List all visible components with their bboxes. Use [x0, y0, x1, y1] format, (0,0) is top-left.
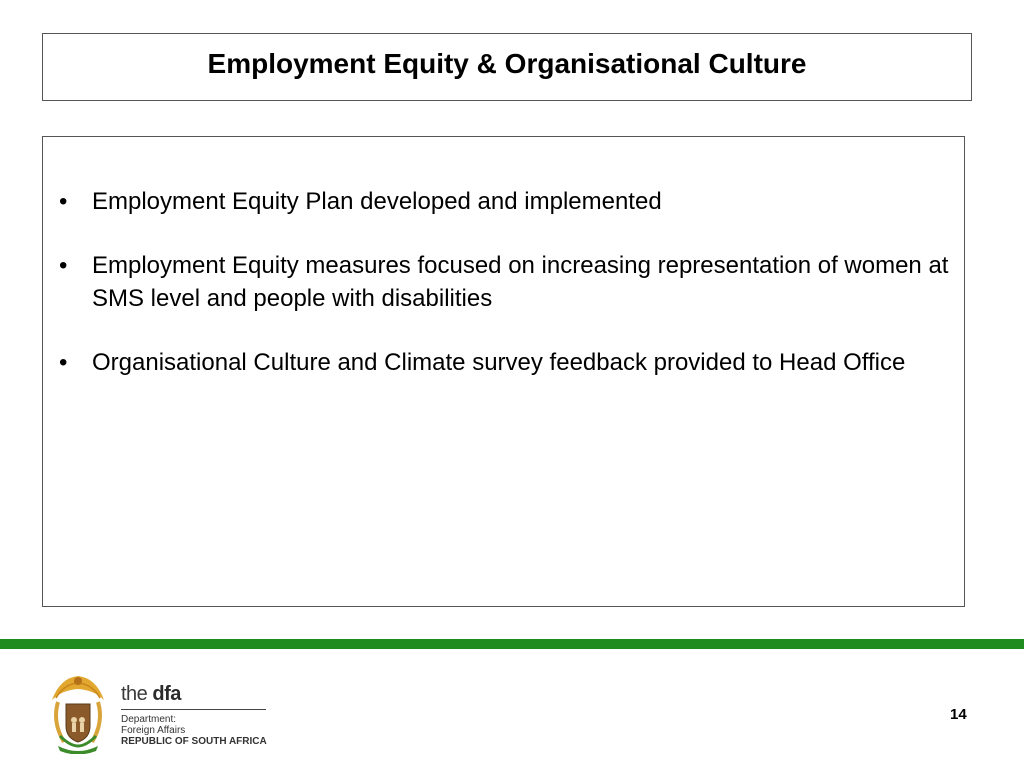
- logo-prefix: the: [121, 683, 148, 705]
- bullet-list: [55, 185, 955, 410]
- footer-accent-bar: [0, 639, 1024, 649]
- page-number: 14: [950, 706, 967, 723]
- bullet-text: Employment Equity Plan developed and implemented: [92, 188, 662, 215]
- bullet-item: [55, 185, 955, 218]
- department-line-2: Foreign Affairs: [121, 725, 186, 736]
- bullet-item: [55, 346, 955, 379]
- logo-name: dfa: [152, 683, 181, 705]
- bullet-symbol: •: [59, 349, 68, 376]
- content-box: [42, 136, 965, 607]
- bullet-item: [55, 249, 955, 315]
- bullet-text: Employment Equity measures focused on increasing representation of women at SMS level and people with disabilities: [92, 252, 949, 312]
- title-box: [42, 33, 972, 101]
- logo-divider: [121, 709, 266, 710]
- bullet-symbol: •: [59, 252, 68, 279]
- country-name: REPUBLIC OF SOUTH AFRICA: [121, 736, 267, 747]
- coat-of-arms-icon: [46, 672, 110, 754]
- bullet-symbol: •: [59, 188, 68, 215]
- dfa-logo: [121, 683, 271, 753]
- department-line-1: Department:: [121, 714, 177, 725]
- logo-wordmark: [121, 683, 271, 705]
- bullet-text: Organisational Culture and Climate survey feedback provided to Head Office: [92, 349, 906, 376]
- slide-title: Employment Equity & Organisational Culture: [207, 48, 807, 79]
